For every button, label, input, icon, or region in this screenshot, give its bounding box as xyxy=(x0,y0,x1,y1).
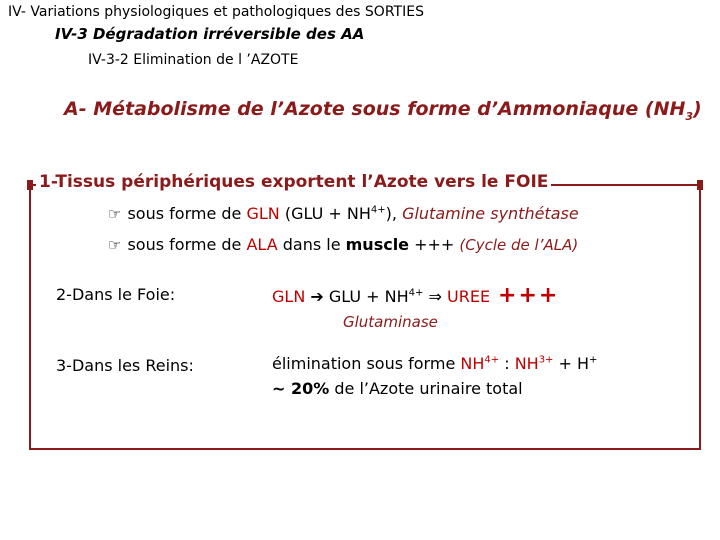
enzyme-glutaminase: Glutaminase xyxy=(343,313,438,331)
pointing-hand-icon: ☞ xyxy=(108,205,122,223)
section-2-label: 2-Dans le Foie: xyxy=(56,285,176,304)
header-line-1: IV- Variations physiologiques et pathologiques des SORTIES xyxy=(8,4,424,20)
section-1-title: 1-Tissus périphériques exportent l’Azote vers le FOIE xyxy=(36,172,551,192)
liver-reaction: GLN ➔ GLU + $NH^{4+}$ ⇒ UREE +++ xyxy=(272,283,560,308)
section-a-title: A- Métabolisme de l’Azote sous forme d’Ammoniaque $(NH_3)$ xyxy=(64,98,702,123)
header-line-2: IV-3 Dégradation irréversible des AA xyxy=(55,25,365,43)
section-3-label: 3-Dans les Reins: xyxy=(56,356,194,375)
bullet-ala: ☞ sous forme de ALA dans le muscle +++ (Cycle de l’ALA) xyxy=(108,235,579,254)
pointing-hand-icon: ☞ xyxy=(108,236,122,254)
frame-corner-right xyxy=(697,180,703,190)
kidney-elimination: élimination sous forme $NH^{4+}$ : $NH^{3+} + H^+$ xyxy=(272,354,598,373)
header-line-3: IV-3-2 Elimination de l ’AZOTE xyxy=(88,52,299,68)
frame-corner-left xyxy=(27,180,33,190)
right-arrow-icon: ➔ xyxy=(310,287,324,306)
bullet-gln: ☞ sous forme de GLN $(GLU + NH^{4+})$, Glutamine synthétase xyxy=(108,204,579,223)
kidney-percentage: ~ 20% de l’Azote urinaire total xyxy=(272,379,523,398)
